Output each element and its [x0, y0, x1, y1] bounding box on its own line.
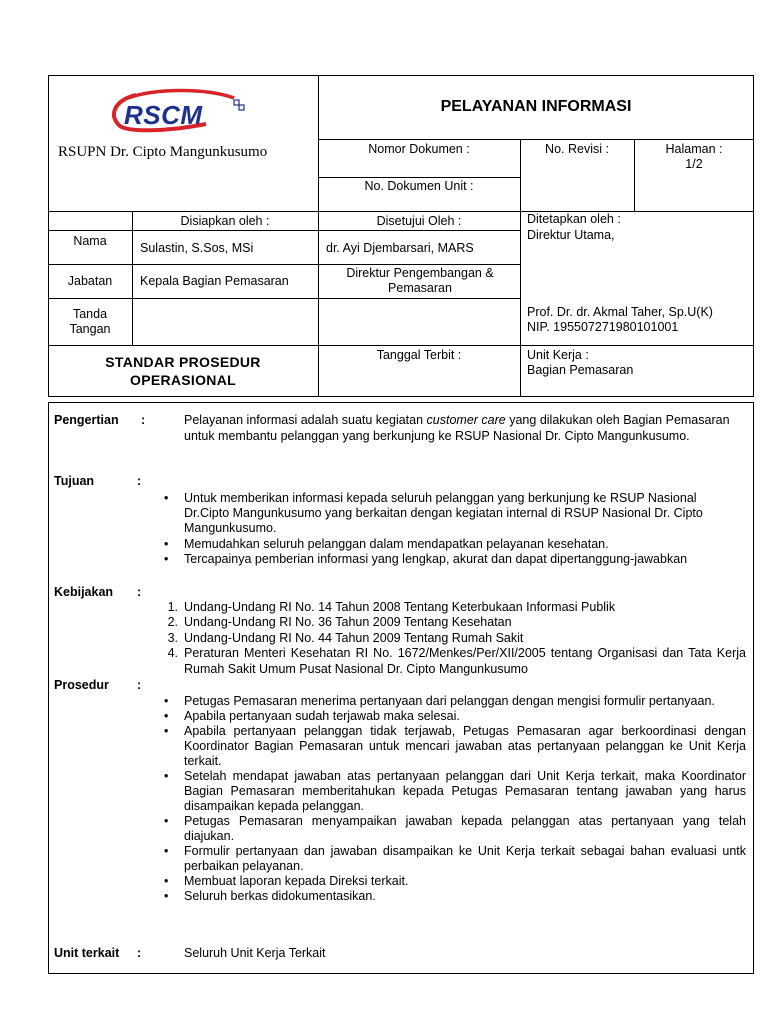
pengertian-label: Pengertian — [54, 413, 119, 427]
list-item: • Memudahkan seluruh pelanggan dalam mendapatkan pelayanan kesehatan. — [160, 537, 740, 552]
tujuan-label: Tujuan — [54, 474, 95, 488]
direktur-utama-label: Direktur Utama, — [527, 228, 615, 242]
unit-terkait-text: Seluruh Unit Kerja Terkait — [184, 946, 326, 960]
rscm-logo — [106, 86, 256, 136]
list-item: 4. Peraturan Menteri Kesehatan RI No. 1672/Menkes/Per/XII/2005 tentang Organisasi dan Tata Kerja Rumah Sakit Umum Pusat Nasional Dr. Cipto Mangunkusumo — [167, 646, 746, 676]
ditetapkan-nama: Prof. Dr. dr. Akmal Taher, Sp.U(K) — [527, 305, 713, 319]
unit-kerja-value: Bagian Pemasaran — [527, 363, 634, 377]
nama-label: Nama — [73, 234, 107, 248]
halaman-value: 1/2 — [685, 157, 703, 171]
list-item-text: Undang-Undang RI No. 44 Tahun 2009 Tentang Rumah Sakit — [184, 630, 524, 645]
prosedur-list — [160, 694, 746, 904]
doc-title: PELAYANAN INFORMASI — [440, 98, 632, 115]
logo-text: RSCM — [124, 100, 203, 130]
jabatan-disetujui: Direktur Pengembangan & Pemasaran — [346, 266, 494, 295]
list-item: • Seluruh berkas didokumentasikan. — [160, 889, 746, 904]
list-item: • Formulir pertanyaan dan jawaban disampaikan ke Unit Kerja terkait sebagai bahan evaluasi untk perbaikan pelayanan. — [160, 844, 746, 874]
ditetapkan-nip: NIP. 195507271980101001 — [527, 320, 679, 334]
list-item: 1. Undang-Undang RI No. 14 Tahun 2008 Tentang Keterbukaan Informasi Publik — [167, 600, 616, 614]
hospital-name: RSUPN Dr. Cipto Mangunkusumo — [58, 144, 268, 160]
list-item: • Setelah mendapat jawaban atas pertanyaan pelanggan dari Unit Kerja terkait, maka Koordinator Bagian Pemasaran memberitahukan kepada Petugas Pemasaran tentang jawaban yang harus disampaikan kepada pelanggan. — [160, 769, 746, 814]
pengertian-text-part: Pelayanan informasi adalah suatu kegiatan — [184, 413, 424, 427]
unit-kerja-label: Unit Kerja : — [527, 348, 589, 362]
list-item: • Petugas Pemasaran menerima pertanyaan dari pelanggan dengan mengisi formulir pertanyaan. — [160, 694, 746, 709]
tujuan-colon: : — [137, 474, 142, 488]
unit-terkait-colon: : — [137, 946, 142, 960]
jabatan-disiapkan: Kepala Bagian Pemasaran — [140, 274, 289, 288]
kebijakan-colon: : — [137, 585, 142, 599]
list-item: • Tercapainya pemberian informasi yang lengkap, akurat dan dapat dipertanggung-jawabkan — [160, 552, 740, 567]
pengertian-italic: customer care — [426, 413, 506, 427]
no-dokumen-unit-label: No. Dokumen Unit : — [364, 179, 474, 193]
halaman-label: Halaman : — [665, 142, 723, 156]
disiapkan-oleh-label: Disiapkan oleh : — [180, 214, 270, 228]
tujuan-list — [160, 491, 740, 567]
prosedur-colon: : — [137, 678, 142, 692]
sop-title: STANDAR PROSEDUR OPERASIONAL — [105, 354, 261, 388]
nama-disiapkan: Sulastin, S.Sos, MSi — [140, 241, 254, 255]
nomor-dokumen-label: Nomor Dokumen : — [368, 142, 470, 156]
tanggal-terbit-label: Tanggal Terbit : — [376, 348, 462, 362]
list-item: 3. Undang-Undang RI No. 44 Tahun 2009 Tentang Rumah Sakit — [167, 630, 524, 645]
kebijakan-label: Kebijakan — [54, 585, 114, 599]
nama-disetujui: dr. Ayi Djembarsari, MARS — [326, 241, 474, 255]
list-item: • Membuat laporan kepada Direksi terkait. — [160, 874, 746, 889]
list-item-text: Undang-Undang RI No. 14 Tahun 2008 Tentang Keterbukaan Informasi Publik — [184, 600, 616, 614]
disetujui-oleh-label: Disetujui Oleh : — [376, 214, 462, 228]
jabatan-label: Jabatan — [67, 274, 113, 288]
pengertian-text — [184, 413, 740, 444]
prosedur-label: Prosedur — [54, 678, 109, 692]
tanda-tangan-label: Tanda Tangan — [69, 307, 111, 336]
list-item-text: Undang-Undang RI No. 36 Tahun 2009 Tentang Kesehatan — [184, 615, 512, 630]
list-item: • Untuk memberikan informasi kepada seluruh pelanggan yang berkunjung ke RSUP Nasional Dr.Cipto Mangunkusumo yang berkaitan dengan kegiatan internal di RSUP Nasional Dr. Cipto Mangunkusumo. — [160, 491, 740, 536]
pengertian-colon: : — [141, 413, 146, 427]
list-item: • Apabila pertanyaan pelanggan tidak terjawab, Petugas Pemasaran agar berkoordinasi dengan Koordinator Bagian Pemasaran untuk mencari jawaban atas pertanyaan pelanggan ke Unit Kerja terkait. — [160, 724, 746, 769]
pengertian-text-part: yang dilakukan oleh Bagian Pemasaran untuk membantu pelanggan yang berkunjung ke RSUP Nasional Dr. Cipto Mangunkusumo. — [184, 413, 730, 443]
list-item-text: Peraturan Menteri Kesehatan RI No. 1672/Menkes/Per/XII/2005 tentang Organisasi dan Tata Kerja Rumah Sakit Umum Pusat Nasional Dr. Cipto Mangunkusumo — [184, 646, 746, 676]
list-item: • Apabila pertanyaan sudah terjawab maka selesai. — [160, 709, 746, 724]
ditetapkan-oleh-label: Ditetapkan oleh : — [527, 212, 621, 226]
kebijakan-list — [160, 600, 746, 677]
unit-terkait-label: Unit terkait — [54, 946, 120, 960]
list-item: • Petugas Pemasaran menyampaikan jawaban kepada pelanggan atas pertanyaan yang telah diajukan. — [160, 814, 746, 844]
list-item: 2. Undang-Undang RI No. 36 Tahun 2009 Tentang Kesehatan — [167, 615, 512, 630]
no-revisi-label: No. Revisi : — [545, 142, 609, 156]
